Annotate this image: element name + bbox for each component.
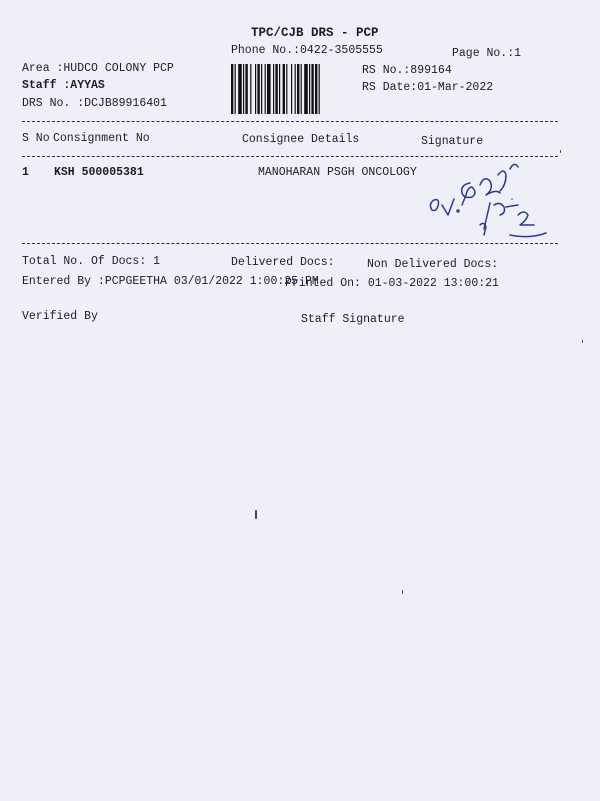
scan-speck xyxy=(402,590,403,594)
area-label: Area :HUDCO COLONY PCP xyxy=(22,62,174,75)
divider-footer xyxy=(22,243,558,244)
row-consignment: KSH 500005381 xyxy=(54,166,144,179)
row-sno: 1 xyxy=(22,166,29,179)
scan-speck xyxy=(560,150,561,153)
rs-number: RS No.:899164 xyxy=(362,64,452,77)
staff-label: Staff :AYYAS xyxy=(22,79,105,92)
divider-top xyxy=(22,121,558,122)
column-consignee: Consignee Details xyxy=(242,133,360,146)
scan-speck xyxy=(255,510,257,519)
barcode xyxy=(231,64,352,114)
non-delivered-docs: Non Delivered Docs: xyxy=(367,258,499,271)
staff-signature: Staff Signature xyxy=(301,313,405,326)
column-consignment: Consignment No xyxy=(53,132,150,145)
verified-by: Verified By xyxy=(22,310,98,323)
printed-on: Printed On: 01-03-2022 13:00:21 xyxy=(285,277,499,290)
column-sno: S No xyxy=(22,132,50,145)
column-signature: Signature xyxy=(421,135,484,148)
handwritten-signature xyxy=(420,155,560,245)
document-title: TPC/CJB DRS - PCP xyxy=(251,26,379,40)
entered-by: Entered By :PCPGEETHA 03/01/2022 1:00:25 PM xyxy=(22,275,319,288)
delivered-docs: Delivered Docs: xyxy=(231,256,335,269)
phone-number: Phone No.:0422-3505555 xyxy=(231,44,383,57)
scan-speck xyxy=(582,340,583,343)
row-consignee: MANOHARAN PSGH ONCOLOGY xyxy=(258,166,417,179)
rs-date: RS Date:01-Mar-2022 xyxy=(362,81,494,94)
page-number: Page No.:1 xyxy=(452,47,522,60)
drs-number: DRS No. :DCJB89916401 xyxy=(22,97,167,110)
total-docs: Total No. Of Docs: 1 xyxy=(22,255,161,268)
